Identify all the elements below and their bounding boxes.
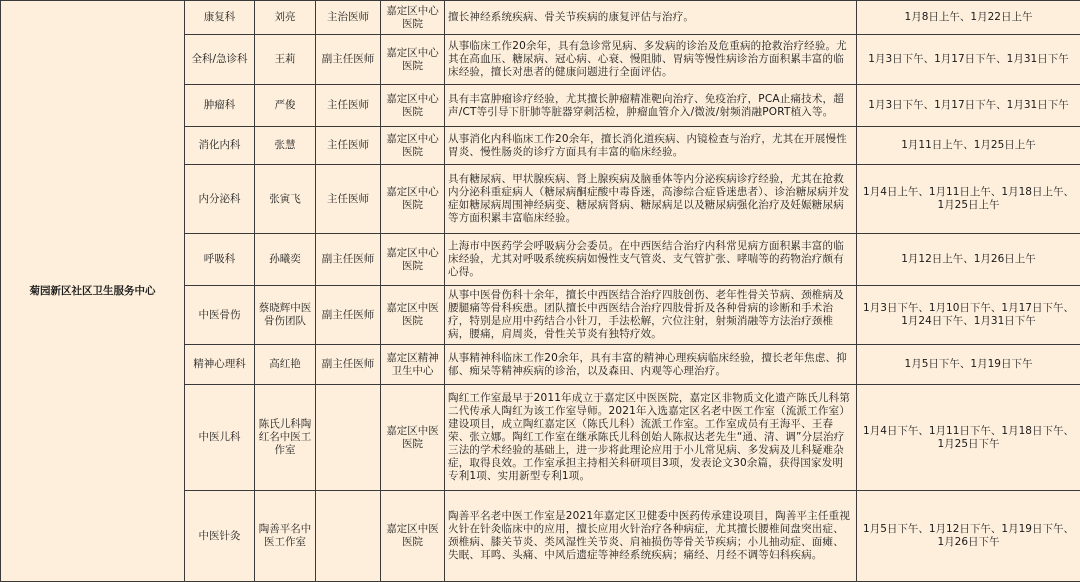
- hospital-cell: 嘉定区中医医院: [381, 286, 445, 345]
- schedule-cell: 1月3日下午、1月10日下午、1月17日下午、1月24日下午、1月31日下午: [857, 286, 1080, 345]
- department-cell: 肿瘤科: [185, 85, 255, 127]
- title-cell: 主任医师: [316, 127, 381, 165]
- schedule-cell: 1月3日下午、1月17日下午、1月31日下午: [857, 35, 1080, 85]
- hospital-cell: 嘉定区中心医院: [381, 165, 445, 234]
- department-cell: 消化内科: [185, 127, 255, 165]
- title-cell: [316, 385, 381, 491]
- specialty-cell: 陶善平名老中医工作室是2021年嘉定区卫健委中医药传承建设项目，陶善平主任重视火针在针灸临床中的应用，擅长应用火针治疗各种病症，尤其擅长腰椎间盘突出症、颈椎病、膝关节炎、类风湿性关节炎、肩袖损伤等骨关节疾病；小儿抽动症、面瘫、失眠、耳鸣、头痛、中风后遗症等神经系统疾病；痛经、月经不调等妇科疾病。: [445, 491, 857, 582]
- specialty-cell: 陶红工作室最早于2011年成立于嘉定区中医医院，嘉定区非物质文化遗产陈氏儿科第二代传承人陶红为该工作室导师。2021年入选嘉定区名老中医工作室（流派工作室）建设项目，成立陶红嘉定区（陈氏儿科）流派工作室。工作室成员有王海平、王春荣、张立娜。陶红工作室在继承陈氏儿科创始人陈叔达老先生“通、清、调”分层治疗三法的学术经验的基础上，进一步将此理论应用于小儿常见病、多发病及儿科疑难杂症，取得良效。工作室承担主持相关科研项目3项，发表论文30余篇，获得国家发明专利1项、实用新型专利1项。: [445, 385, 857, 491]
- schedule-cell: 1月5日下午、1月19日下午: [857, 345, 1080, 385]
- doctor-cell: 张寅飞: [255, 165, 316, 234]
- specialty-cell: 上海市中医药学会呼吸病分会委员。在中西医结合治疗内科常见病方面积累丰富的临床经验，尤其对呼吸系统疾病如慢性支气管炎、支气管扩张、哮喘等的药物治疗颇有心得。: [445, 234, 857, 286]
- specialty-cell: 从事中医骨伤科十余年，擅长中西医结合治疗四肢创伤、老年性骨关节病、颈椎病及腰腿痛等骨科疾患。团队擅长中西医结合治疗四肢骨折及各种骨病的诊断和手术治疗，特别是应用中药结合小针刀，手法松解，穴位注射，射频消融等方法治疗颈椎病，腰痛，肩周炎，骨性关节炎有独特疗效。: [445, 286, 857, 345]
- specialty-cell: 具有丰富肿瘤诊疗经验，尤其擅长肿瘤精准靶向治疗、免疫治疗，PCA止痛技术，超声/CT等引导下肝肺等脏器穿刺活检，肿瘤血管介入/微波/射频消融PORT植入等。: [445, 85, 857, 127]
- specialty-cell: 从事消化内科临床工作20余年，擅长消化道疾病、内镜检查与治疗，尤其在开展慢性胃炎、慢性肠炎的诊疗方面具有丰富的临床经验。: [445, 127, 857, 165]
- department-cell: 康复科: [185, 1, 255, 35]
- schedule-cell: 1月12日上午、1月26日上午: [857, 234, 1080, 286]
- schedule-cell: 1月11日上午、1月25日上午: [857, 127, 1080, 165]
- department-cell: 中医骨伤: [185, 286, 255, 345]
- schedule-cell: 1月4日上午、1月11日上午、1月18日上午、1月25日上午: [857, 165, 1080, 234]
- doctor-cell: 蔡晓辉中医骨伤团队: [255, 286, 316, 345]
- schedule-cell: 1月3日下午、1月17日下午、1月31日下午: [857, 85, 1080, 127]
- hospital-cell: 嘉定区中心医院: [381, 127, 445, 165]
- specialty-cell: 具有糖尿病、甲状腺疾病、肾上腺疾病及脑垂体等内分泌疾病诊疗经验，尤其在抢救内分泌科重症病人（糖尿病酮症酸中毒昏迷，高渗综合症昏迷患者）、诊治糖尿病并发症如糖尿病周围神经病变、糖尿病肾病、糖尿病足以及糖尿病强化治疗及妊娠糖尿病等方面积累丰富临床经验。: [445, 165, 857, 234]
- doctor-cell: 高红艳: [255, 345, 316, 385]
- doctor-cell: 张慧: [255, 127, 316, 165]
- department-cell: 内分泌科: [185, 165, 255, 234]
- schedule-cell: 1月4日下午、1月11日下午、1月18日下午、1月25日下午: [857, 385, 1080, 491]
- doctor-cell: 孙曦奕: [255, 234, 316, 286]
- hospital-cell: 嘉定区精神卫生中心: [381, 345, 445, 385]
- title-cell: 副主任医师: [316, 234, 381, 286]
- schedule-cell: 1月5日下午、1月12日下午、1月19日下午、1月26日下午: [857, 491, 1080, 582]
- hospital-cell: 嘉定区中心医院: [381, 234, 445, 286]
- title-cell: 主治医师: [316, 1, 381, 35]
- doctor-cell: 严俊: [255, 85, 316, 127]
- doctor-cell: 王莉: [255, 35, 316, 85]
- department-cell: 呼吸科: [185, 234, 255, 286]
- title-cell: 主任医师: [316, 165, 381, 234]
- department-cell: 中医儿科: [185, 385, 255, 491]
- hospital-cell: 嘉定区中医医院: [381, 491, 445, 582]
- specialty-cell: 从事精神科临床工作20余年，具有丰富的精神心理疾病临床经验，擅长老年焦虑、抑郁、痴呆等精神疾病的诊治，以及森田、内观等心理治疗。: [445, 345, 857, 385]
- specialty-cell: 擅长神经系统疾病、骨关节疾病的康复评估与治疗。: [445, 1, 857, 35]
- department-cell: 中医针灸: [185, 491, 255, 582]
- hospital-cell: 嘉定区中心医院: [381, 85, 445, 127]
- title-cell: 主任医师: [316, 85, 381, 127]
- doctor-cell: 陶善平名中医工作室: [255, 491, 316, 582]
- specialty-cell: 从事临床工作20余年，具有急诊常见病、多发病的诊治及危重病的抢救治疗经验。尤其在高血压、糖尿病、冠心病、心衰、慢阻肺、胃病等慢性病诊治方面积累丰富的临床经验，擅长对患者的健康问题进行全面评估。: [445, 35, 857, 85]
- doctor-cell: 刘亮: [255, 1, 316, 35]
- center-name-cell: 菊园新区社区卫生服务中心: [1, 1, 185, 582]
- title-cell: [316, 491, 381, 582]
- table-row: [1, 1, 1080, 35]
- hospital-cell: 嘉定区中心医院: [381, 35, 445, 85]
- title-cell: 副主任医师: [316, 345, 381, 385]
- hospital-cell: 嘉定区中心医院: [381, 1, 445, 35]
- department-cell: 精神心理科: [185, 345, 255, 385]
- doctor-cell: 陈氏儿科陶红名中医工作室: [255, 385, 316, 491]
- title-cell: 副主任医师: [316, 35, 381, 85]
- title-cell: 副主任医师: [316, 286, 381, 345]
- department-cell: 全科/急诊科: [185, 35, 255, 85]
- schedule-cell: 1月8日上午、1月22日上午: [857, 1, 1080, 35]
- hospital-cell: 嘉定区中医医院: [381, 385, 445, 491]
